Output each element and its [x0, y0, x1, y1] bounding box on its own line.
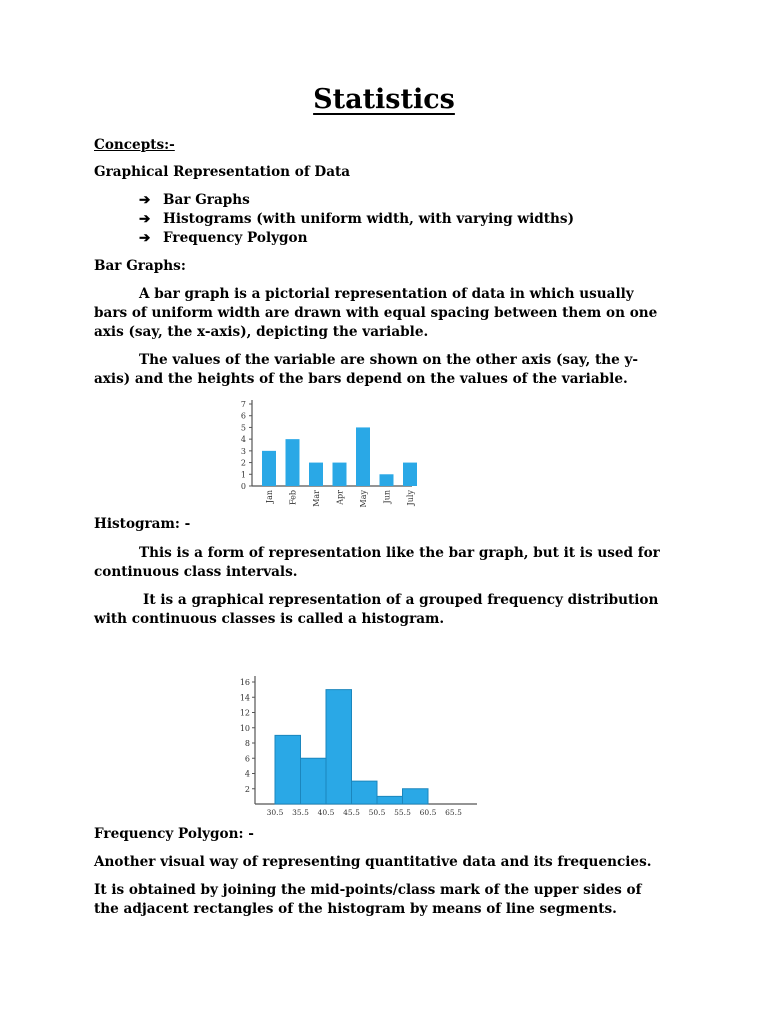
- histogram-bar: [377, 796, 403, 804]
- y-tick-label: 1: [240, 470, 246, 480]
- bar: [356, 427, 370, 486]
- histogram-bar: [352, 781, 378, 804]
- paragraph-line: continuous class intervals.: [94, 564, 298, 580]
- y-tick-label: 6: [244, 754, 250, 764]
- bullet-text: Frequency Polygon: [163, 230, 308, 246]
- bar: [286, 439, 300, 486]
- paragraph-line: This is a form of representation like the bar graph, but it is used for: [139, 545, 660, 561]
- x-tick-label: 65.5: [445, 808, 462, 817]
- paragraph-line: It is a graphical representation of a grouped frequency distribution: [143, 592, 659, 608]
- bar-graph-chart: [228, 398, 418, 513]
- x-tick-label: May: [359, 490, 368, 508]
- y-tick-label: 4: [244, 769, 250, 779]
- y-tick-label: 5: [240, 423, 246, 433]
- y-tick-label: 14: [239, 693, 250, 703]
- paragraph-line: bars of uniform width are drawn with equal spacing between them on one: [94, 305, 658, 321]
- x-tick-label: July: [406, 490, 415, 506]
- y-tick-label: 12: [239, 708, 250, 718]
- page-title: Statistics: [313, 84, 455, 115]
- histogram-bar: [326, 690, 352, 804]
- bullet-item: [139, 191, 250, 210]
- y-tick-label: 4: [240, 435, 246, 445]
- graphical-heading: Graphical Representation of Data: [94, 164, 351, 180]
- bar: [333, 463, 347, 486]
- x-tick-label: 30.5: [266, 808, 284, 817]
- x-tick-label: 60.5: [419, 808, 437, 817]
- bar: [403, 463, 417, 486]
- paragraph-line: with continuous classes is called a histogram.: [94, 611, 445, 627]
- bullet-text: Bar Graphs: [163, 192, 250, 208]
- bullet-text: Histograms (with uniform width, with varying widths): [163, 211, 574, 227]
- bullet-item: [139, 229, 308, 248]
- y-tick-label: 6: [240, 411, 246, 421]
- x-tick-label: 45.5: [343, 808, 360, 817]
- x-tick-label: 50.5: [368, 808, 386, 817]
- concepts-heading: Concepts:-: [94, 137, 175, 153]
- y-tick-label: 2: [240, 458, 246, 468]
- paragraph-line: the adjacent rectangles of the histogram by means of line segments.: [94, 901, 617, 917]
- y-tick-label: 7: [240, 400, 246, 409]
- x-tick-label: Jan: [265, 490, 274, 504]
- histogram-chart: [222, 670, 482, 820]
- bar-graphs-heading: Bar Graphs:: [94, 258, 186, 274]
- bar: [262, 451, 276, 486]
- paragraph-line: Another visual way of representing quantitative data and its frequencies.: [94, 854, 652, 870]
- x-tick-label: 55.5: [394, 808, 411, 817]
- histogram-heading: Histogram: -: [94, 516, 191, 532]
- bar: [380, 474, 394, 486]
- bullet-item: [139, 210, 574, 229]
- histogram-bar: [301, 758, 327, 804]
- y-tick-label: 10: [239, 723, 250, 733]
- paragraph-line: A bar graph is a pictorial representation of data in which usually: [139, 286, 634, 302]
- x-tick-label: Apr: [335, 490, 345, 505]
- y-tick-label: 2: [244, 784, 250, 794]
- y-tick-label: 0: [240, 482, 246, 491]
- arrow-icon: ➔: [139, 230, 151, 246]
- paragraph-line: The values of the variable are shown on the other axis (say, the y-: [139, 352, 639, 368]
- paragraph-line: It is obtained by joining the mid-points/class mark of the upper sides of: [94, 882, 642, 898]
- histogram-bar: [403, 789, 429, 804]
- frequency-polygon-heading: Frequency Polygon: -: [94, 826, 254, 842]
- y-tick-label: 16: [239, 678, 250, 687]
- paragraph-line: axis (say, the x-axis), depicting the variable.: [94, 324, 429, 340]
- y-tick-label: 3: [240, 446, 246, 456]
- y-tick-label: 8: [244, 739, 250, 748]
- arrow-icon: ➔: [139, 192, 151, 208]
- bar: [309, 463, 323, 486]
- x-tick-label: 40.5: [317, 808, 335, 817]
- x-tick-label: Mar: [312, 490, 321, 507]
- histogram-bar: [275, 735, 301, 804]
- paragraph-line: axis) and the heights of the bars depend on the values of the variable.: [94, 371, 628, 387]
- x-tick-label: Jun: [382, 490, 392, 504]
- x-tick-label: 35.5: [292, 808, 309, 817]
- x-tick-label: Feb: [288, 490, 298, 505]
- arrow-icon: ➔: [139, 211, 151, 227]
